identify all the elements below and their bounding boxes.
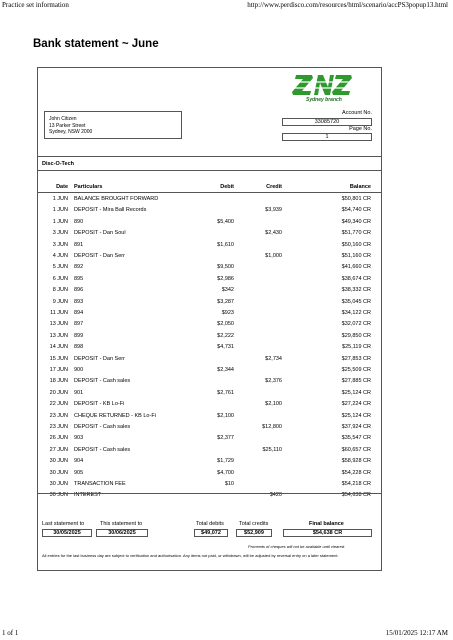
tx-date: 20 JUN [49, 389, 68, 396]
table-row [38, 435, 381, 446]
znz-logo [292, 74, 352, 96]
tx-date: 1 JUN [52, 196, 68, 202]
tx-balance: $27,885 CR [341, 378, 371, 385]
tx-credit: $2,430 [265, 230, 282, 237]
tx-date: 13 JUN [49, 332, 68, 339]
tx-balance: $49,340 CR [341, 218, 371, 225]
doc-title: Practice set information [2, 1, 69, 9]
tx-particulars: 894 [74, 310, 84, 316]
table-row [38, 333, 381, 344]
tx-particulars: 891 [74, 241, 84, 248]
customer-street: 13 Parker Street [49, 122, 86, 129]
table-row [38, 447, 381, 458]
tx-particulars: TRANSACTION FEE [74, 481, 126, 487]
divider [38, 170, 381, 171]
tx-particulars: 898 [74, 344, 84, 351]
tx-date: 9 JUN [52, 298, 68, 305]
tx-debit: $2,100 [217, 412, 234, 419]
table-row [38, 219, 381, 230]
table-row [38, 481, 381, 492]
tx-date: 18 JUN [49, 378, 68, 385]
logo-z-left [292, 75, 313, 95]
total-credits-label: Total credits [239, 521, 269, 527]
tx-particulars: DEPOSIT - Cash sales [74, 446, 131, 453]
table-row [38, 276, 381, 287]
table-row [38, 424, 381, 435]
divider [38, 192, 381, 193]
table-row [38, 413, 381, 424]
tx-date: 30 JUN [49, 458, 68, 465]
tx-date: 22 JUN [49, 401, 68, 408]
table-row [38, 470, 381, 481]
col-particulars: Particulars [74, 184, 103, 190]
tx-particulars: 893 [74, 298, 84, 305]
tx-debit: $2,986 [217, 275, 234, 282]
table-row [38, 299, 381, 310]
tx-balance: $27,224 CR [341, 401, 371, 408]
tx-particulars: 903 [74, 435, 84, 442]
account-number: 33085720 [282, 118, 372, 126]
tx-particulars: DEPOSIT - Cash sales [74, 424, 131, 430]
disclaimer: All entries for the last business day are subject to verification and authorisation. Any items not paid, or withdrawn, will be adjusted by reversal entry on a later statement. [42, 553, 339, 558]
tx-date: 26 JUN [49, 435, 68, 442]
tx-particulars: 897 [74, 321, 84, 328]
table-row [38, 207, 381, 218]
this-statement-date: 30/06/2025 [96, 529, 148, 537]
table-row [38, 390, 381, 401]
tx-date: 27 JUN [49, 446, 68, 453]
tx-particulars: 905 [74, 469, 84, 476]
tx-balance: $34,122 CR [341, 310, 371, 316]
tx-date: 14 JUN [49, 344, 68, 351]
table-row [38, 492, 381, 503]
tx-balance: $35,045 CR [341, 298, 371, 305]
tx-balance: $58,928 CR [341, 458, 371, 465]
proceeds-note: Proceeds of cheques will not be available until cleared. [248, 544, 346, 549]
tx-balance: $54,228 CR [341, 469, 371, 476]
page-title: Bank statement ~ June [33, 38, 159, 50]
tx-debit: $5,400 [217, 218, 234, 225]
branch-name: Sydney branch [306, 97, 342, 103]
tx-credit: $2,734 [265, 355, 282, 362]
tx-date: 17 JUN [49, 367, 68, 373]
tx-balance: $37,924 CR [341, 424, 371, 430]
tx-date: 30 JUN [49, 469, 68, 476]
page-number-label: Page No. [349, 126, 372, 132]
tx-credit: $420 [269, 492, 282, 499]
total-debits-label: Total debits [196, 521, 224, 527]
tx-debit: $10 [224, 481, 234, 487]
final-balance: $54,638 CR [283, 529, 372, 537]
tx-balance: $25,124 CR [341, 389, 371, 396]
final-balance-label: Final balance [309, 521, 344, 527]
tx-balance: $50,801 CR [341, 196, 371, 202]
tx-debit: $923 [221, 310, 234, 316]
tx-balance: $32,072 CR [341, 321, 371, 328]
logo-n [314, 75, 334, 95]
table-row [38, 458, 381, 469]
tx-date: 13 JUN [49, 321, 68, 328]
print-timestamp: 15/01/2025 12:17 AM [385, 629, 448, 637]
tx-date: 23 JUN [49, 424, 68, 430]
tx-particulars: 892 [74, 264, 84, 271]
table-row [38, 321, 381, 332]
account-number-label: Account No. [342, 110, 372, 116]
table-row [38, 378, 381, 389]
tx-balance: $25,119 CR [342, 344, 371, 351]
tx-debit: $2,344 [217, 367, 234, 373]
tx-balance: $38,332 CR [341, 287, 371, 294]
tx-credit: $2,100 [265, 401, 282, 408]
tx-date: 1 JUN [52, 218, 68, 225]
tx-balance: $54,638 CR [341, 492, 371, 499]
tx-balance: $60,657 CR [341, 446, 371, 453]
tx-debit: $4,700 [217, 469, 234, 476]
tx-date: 5 JUN [52, 264, 68, 271]
tx-date: 30 JUN [49, 481, 68, 487]
tx-balance: $25,124 CR [341, 412, 371, 419]
table-row [38, 367, 381, 378]
tx-date: 3 JUN [52, 241, 68, 248]
tx-particulars: 904 [74, 458, 84, 465]
tx-debit: $2,050 [217, 321, 234, 328]
tx-balance: $29,850 CR [341, 332, 371, 339]
tx-particulars: 900 [74, 367, 84, 373]
tx-particulars: DEPOSIT - Dan Serr [74, 253, 125, 259]
table-row [38, 401, 381, 412]
table-row [38, 196, 381, 207]
divider [38, 156, 381, 157]
col-balance: Balance [349, 184, 371, 190]
tx-particulars: 896 [74, 287, 84, 294]
tx-particulars: 890 [74, 218, 84, 225]
tx-date: 1 JUN [52, 207, 68, 214]
tx-particulars: DEPOSIT - KB Lo-Fi [74, 401, 125, 408]
table-row [38, 230, 381, 241]
tx-balance: $51,160 CR [341, 253, 371, 259]
customer-name: John Citizen [49, 116, 77, 122]
tx-particulars: CHEQUE RETURNED - KB Lo-Fi [74, 412, 156, 419]
total-debits: $49,072 [194, 529, 228, 537]
tx-debit: $2,377 [217, 435, 234, 442]
page-number: 1 [282, 133, 372, 141]
tx-date: 11 JUN [50, 310, 68, 316]
tx-debit: $9,500 [217, 264, 234, 271]
last-statement-label: Last statement to [42, 521, 85, 527]
col-debit: Debit [220, 184, 234, 190]
tx-credit: $2,376 [265, 378, 282, 385]
tx-debit: $2,222 [217, 332, 234, 339]
this-statement-label: This statement to [100, 521, 143, 527]
tx-balance: $54,740 CR [341, 207, 371, 214]
total-credits: $52,909 [236, 529, 272, 537]
tx-debit: $1,610 [217, 241, 234, 248]
tx-date: 4 JUN [52, 253, 68, 259]
tx-particulars: 895 [74, 275, 84, 282]
tx-balance: $51,770 CR [341, 230, 371, 237]
table-row [38, 242, 381, 253]
tx-debit: $3,287 [217, 298, 234, 305]
tx-date: 30 JUN [49, 492, 68, 499]
tx-debit: $2,761 [217, 389, 234, 396]
customer-city: Sydney, NSW 2000 [49, 129, 93, 135]
tx-particulars: DEPOSIT - Dan Soul [74, 230, 126, 237]
table-row [38, 310, 381, 321]
tx-date: 15 JUN [49, 355, 68, 362]
tx-date: 6 JUN [52, 275, 68, 282]
logo-z-right [332, 75, 352, 95]
last-statement-date: 30/05/2025 [42, 529, 92, 537]
table-row [38, 356, 381, 367]
tx-balance: $27,853 CR [341, 355, 371, 362]
divider [38, 493, 381, 494]
table-row [38, 264, 381, 275]
table-row [38, 344, 381, 355]
tx-debit: $342 [221, 287, 234, 294]
tx-credit: $25,110 [262, 446, 282, 453]
tx-balance: $38,674 CR [341, 275, 371, 282]
col-credit: Credit [266, 184, 282, 190]
tx-particulars: INTEREST [74, 492, 102, 499]
tx-date: 23 JUN [49, 412, 68, 419]
customer-address [44, 111, 182, 139]
page-url: http://www.perdisco.com/resources/html/scenario/accPS3popup13.html [247, 1, 448, 9]
tx-date: 8 JUN [52, 287, 68, 294]
tx-particulars: BALANCE BROUGHT FORWARD [74, 196, 159, 202]
tx-particulars: 901 [74, 389, 84, 396]
tx-balance: $50,160 CR [341, 241, 371, 248]
tx-date: 3 JUN [52, 230, 68, 237]
tx-debit: $4,731 [217, 344, 234, 351]
tx-particulars: DEPOSIT - Mira Ball Records [74, 207, 147, 214]
bank-statement [37, 67, 382, 571]
tx-balance: $25,509 CR [341, 367, 371, 373]
tx-credit: $12,800 [262, 424, 282, 430]
tx-particulars: DEPOSIT - Cash sales [74, 378, 131, 385]
tx-balance: $54,218 CR [341, 481, 371, 487]
tx-balance: $41,660 CR [341, 264, 371, 271]
table-row [38, 287, 381, 298]
col-date: Date [56, 184, 68, 190]
tx-balance: $35,547 CR [341, 435, 371, 442]
account-name: Disc-O-Tech [42, 161, 74, 167]
tx-particulars: 899 [74, 332, 84, 339]
table-row [38, 253, 381, 264]
tx-credit: $1,000 [265, 253, 282, 259]
tx-particulars: DEPOSIT - Dan Serr [74, 355, 125, 362]
page-count: 1 of 1 [2, 629, 19, 637]
tx-credit: $3,939 [265, 207, 282, 214]
tx-debit: $1,729 [217, 458, 234, 465]
